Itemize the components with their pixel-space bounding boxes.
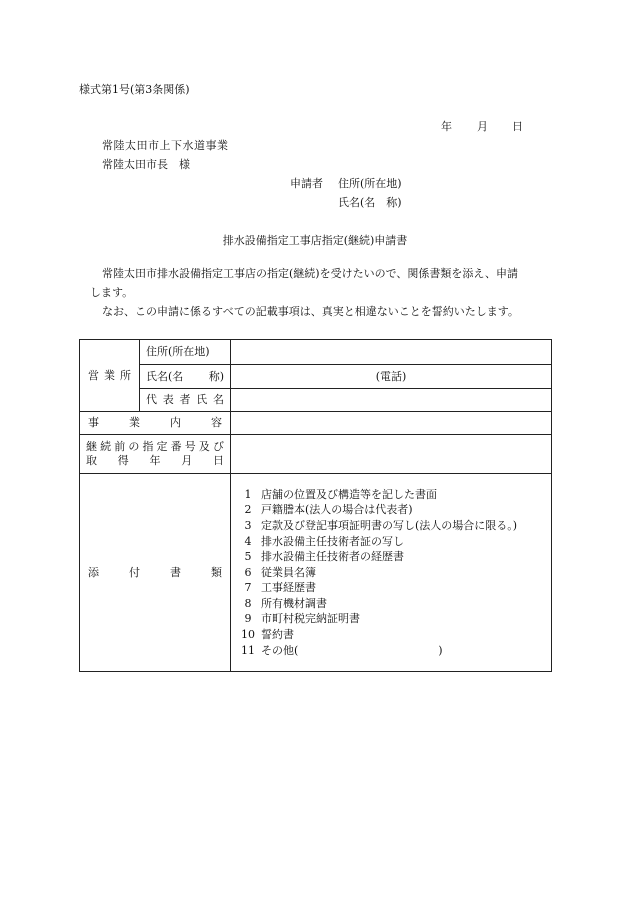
attachments-label: 添 付 書 類 — [80, 474, 231, 672]
previous-value[interactable] — [231, 435, 552, 474]
office-address-label: 住所(所在地) — [140, 340, 231, 365]
list-item: 10 誓約書 — [241, 628, 294, 642]
phone-label: (電話) — [375, 369, 407, 383]
table-row-representative — [80, 389, 552, 412]
date-month-label: 月 — [477, 120, 488, 133]
list-item: 5 排水設備主任技術者の経歴書 — [244, 550, 404, 564]
applicant-label: 申請者 — [290, 177, 323, 190]
table-row-attachments — [80, 474, 552, 672]
attachments-list-cell — [231, 474, 552, 672]
office-name-value[interactable] — [231, 365, 552, 389]
table-row-previous — [80, 435, 552, 474]
office-address-value[interactable] — [231, 340, 552, 365]
office-name-label: 氏名(名 称) — [140, 365, 231, 389]
addressee-line2: 常陸太田市長 様 — [102, 158, 190, 171]
addressee-line1: 常陸太田市上下水道事業 — [102, 139, 229, 152]
business-value[interactable] — [231, 412, 552, 435]
form-number: 様式第1号(第3条関係) — [79, 83, 190, 96]
list-item: 2 戸籍謄本(法人の場合は代表者) — [244, 503, 413, 517]
list-item: 11 その他( ) — [241, 643, 443, 657]
body-paragraph2: なお、この申請に係るすべての記載事項は、真実と相違ないことを誓約いたします。 — [102, 305, 519, 318]
list-item: 8 所有機材調書 — [244, 596, 327, 610]
representative-value[interactable] — [231, 389, 552, 412]
representative-label: 代 表 者 氏 名 — [140, 389, 231, 412]
body-paragraph1-line2: します。 — [90, 286, 134, 299]
list-item: 7 工事経歴書 — [244, 581, 316, 595]
date-day-label: 日 — [512, 120, 523, 133]
list-item: 9 市町村税完納証明書 — [244, 612, 360, 626]
document-title: 排水設備指定工事店指定(継続)申請書 — [222, 234, 408, 247]
table-row-name — [80, 365, 552, 389]
list-item: 1 店舗の位置及び構造等を記した書面 — [244, 487, 437, 501]
body-paragraph1-line1: 常陸太田市排水設備指定工事店の指定(継続)を受けたいので、関係書類を添え、申請 — [102, 267, 519, 280]
list-item: 6 従業員名簿 — [244, 565, 316, 579]
applicant-address-label: 住所(所在地) — [338, 177, 402, 190]
list-item: 3 定款及び登記事項証明書の写し(法人の場合に限る。) — [244, 518, 518, 532]
office-label-cell: 営 業 所 — [80, 340, 140, 412]
previous-label: 継 続 前 の 指 定 番 号 及 び 取 得 年 月 日 — [80, 435, 231, 474]
attachments-list — [235, 487, 547, 659]
table-row-address — [80, 340, 552, 365]
other-blank[interactable] — [298, 643, 438, 659]
applicant-name-label: 氏名(名 称) — [338, 196, 402, 209]
business-label: 事 業 内 容 — [80, 412, 231, 435]
date-year-label: 年 — [441, 120, 452, 133]
list-item: 4 排水設備主任技術者証の写し — [244, 534, 404, 548]
application-table — [79, 339, 552, 672]
table-row-business — [80, 412, 552, 435]
